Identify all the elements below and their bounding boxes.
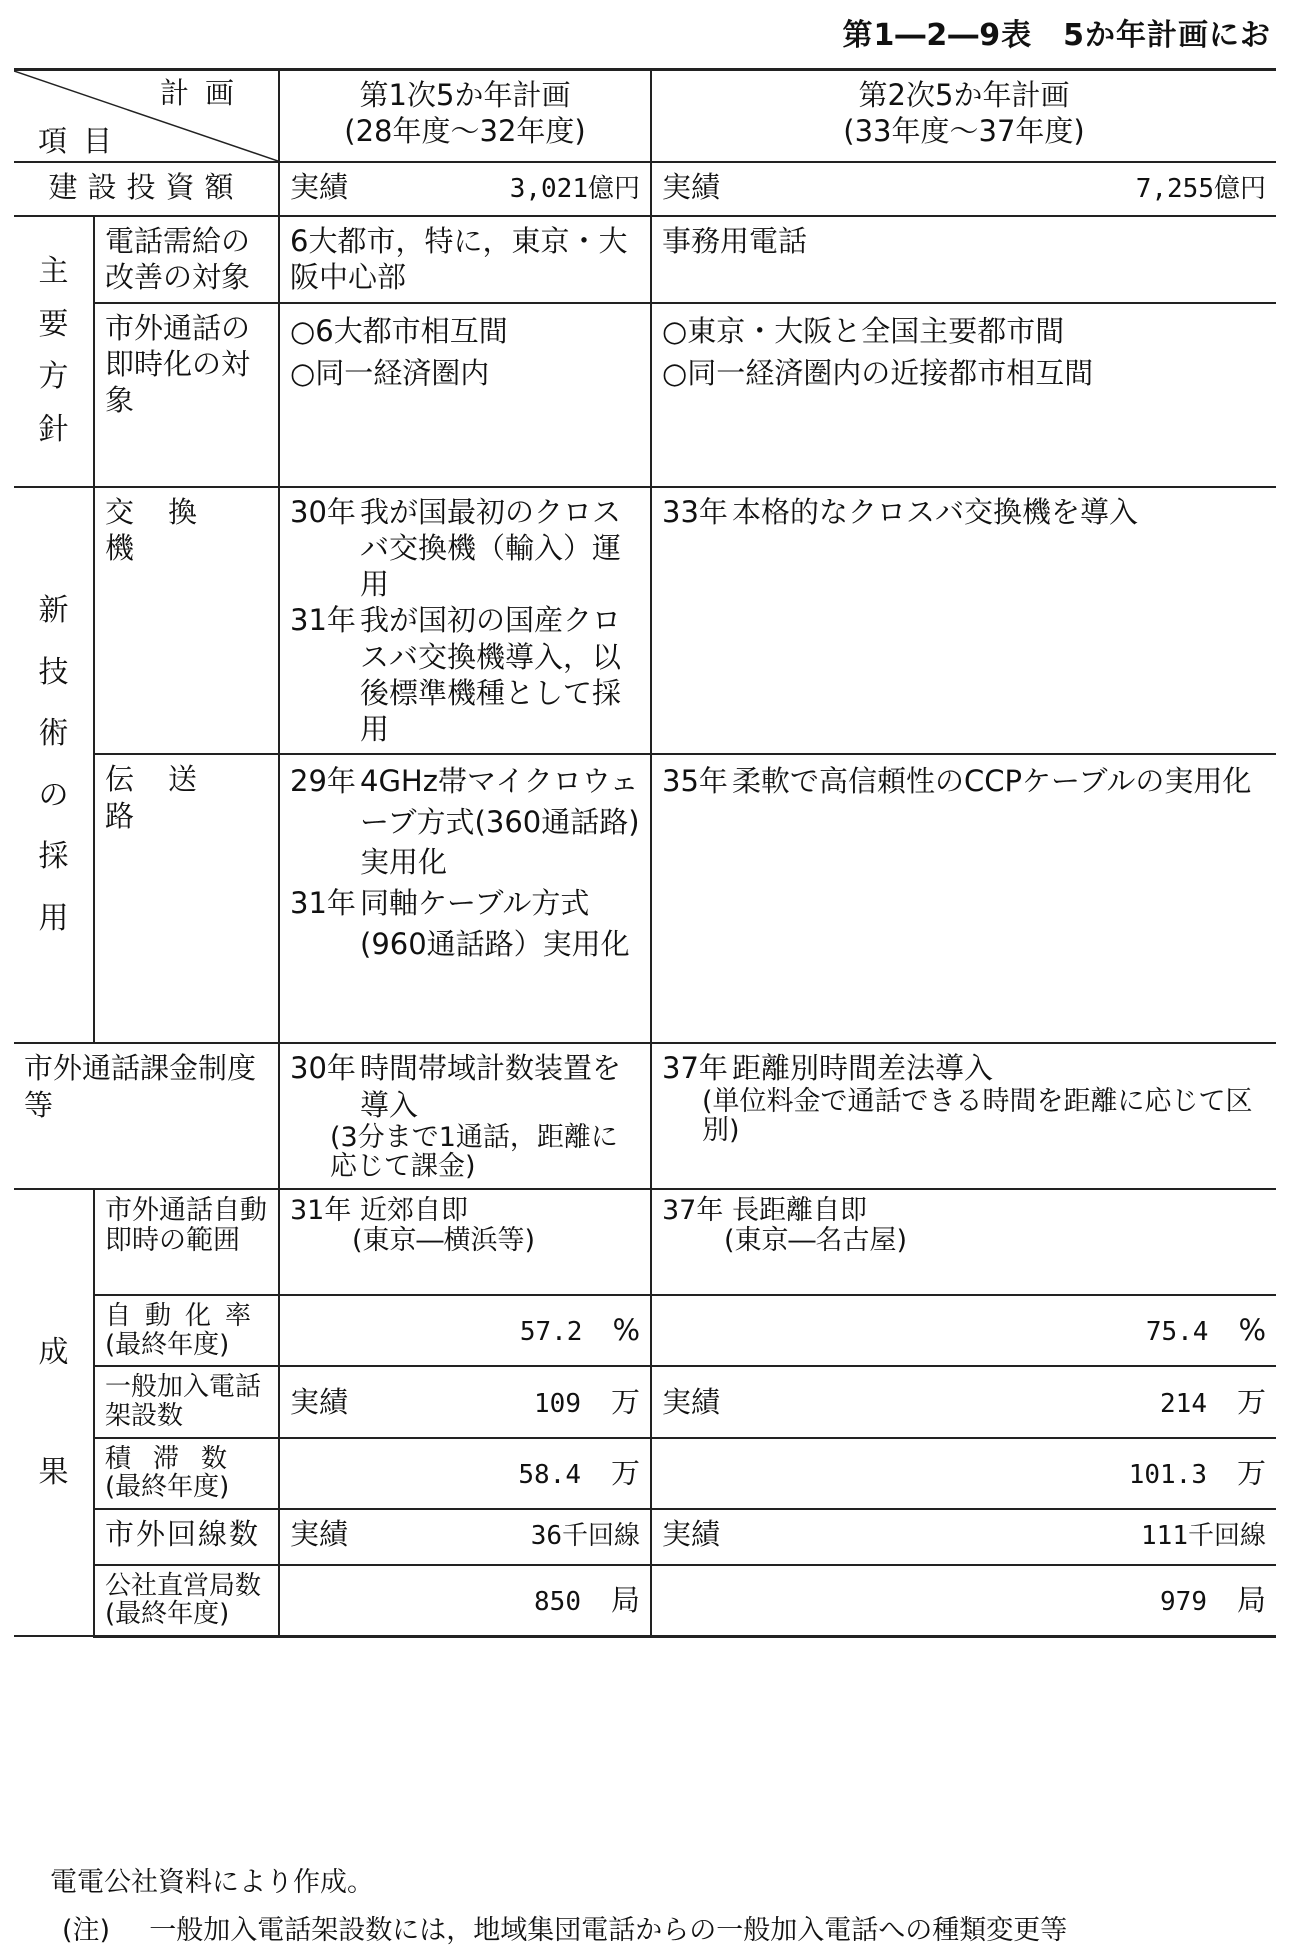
transmission-p1-entry [290, 883, 640, 964]
policy-char: 要 [38, 306, 69, 342]
billing-row [14, 1043, 1276, 1189]
tech-char: 用 [38, 900, 69, 936]
billing-p2-entry [662, 1050, 1266, 1086]
footnote-source: 電電公社資料により作成。 [50, 1867, 374, 1898]
tech-group-label [14, 487, 94, 1044]
policy-char: 方 [38, 359, 69, 395]
exchange-p1-entry [290, 494, 640, 603]
demand-p1: 6大都市，特に，東京・大阪中心部 [279, 216, 651, 303]
entry-year: 31年 [290, 1195, 352, 1227]
backlog-p1 [279, 1438, 651, 1509]
entry-year: 37年 [662, 1195, 724, 1227]
rate-unit: % [612, 1313, 640, 1348]
results-subscribers-row [14, 1366, 1276, 1437]
exchange-p1-entry [290, 602, 640, 747]
investment-p2-prefix: 実績 [662, 170, 721, 204]
investment-label: 建設投資額 [14, 162, 279, 216]
lines-p1-prefix: 実績 [290, 1516, 349, 1551]
backlog-p2 [651, 1438, 1276, 1509]
tech-char: 採 [38, 839, 69, 875]
subscribers-p2 [651, 1366, 1276, 1437]
policy-group-label [14, 216, 94, 487]
tech-transmission-row [14, 754, 1276, 1043]
entry-year: 30年 [290, 494, 356, 529]
results-auto-row [14, 1189, 1276, 1295]
plan2-name: 第2次5か年計画 [858, 78, 1070, 112]
footnote-note-label: (注) [62, 1915, 111, 1946]
entry-year: 29年 [290, 764, 356, 799]
entry-text: 本格的なクロスバ交換機を導入 [732, 494, 1139, 529]
rate-label: 自動化率 [105, 1301, 266, 1332]
offices-p1 [279, 1565, 651, 1637]
subscribers-unit: 万 [1236, 1384, 1266, 1419]
offices-p1-value: 850 [534, 1587, 581, 1618]
exchange-label: 交換機 [94, 487, 279, 755]
backlog-unit: 万 [1236, 1455, 1266, 1490]
entry-year: 33年 [662, 494, 728, 529]
transmission-p2-entry [662, 761, 1266, 802]
lines-label: 市外回線数 [94, 1509, 279, 1565]
toll-p1 [279, 303, 651, 487]
offices-label-cell [94, 1565, 279, 1637]
entry-year: 35年 [662, 764, 728, 799]
entry-text: 長距離自即 [732, 1195, 867, 1227]
rate-p2 [651, 1295, 1276, 1366]
billing-label: 市外通話課金制度等 [14, 1043, 279, 1189]
backlog-p1-value: 58.4 [518, 1459, 581, 1490]
entry-text: 我が国最初のクロスバ交換機（輸入）運用 [360, 494, 622, 601]
results-rate-row [14, 1295, 1276, 1366]
results-lines-row [14, 1509, 1276, 1565]
backlog-label: 積滞数 [105, 1443, 250, 1474]
investment-p1-value: 3,021億円 [509, 174, 640, 204]
lines-p2-prefix: 実績 [662, 1516, 721, 1551]
rate-sub: (最終年度) [105, 1329, 230, 1360]
footnote-note-text: 一般加入電話架設数には，地域集団電話からの一般加入電話への種類変更等 [149, 1915, 1068, 1946]
exchange-p2 [651, 487, 1276, 755]
billing-p1-entry [290, 1050, 640, 1123]
demand-label: 電話需給の改善の対象 [94, 216, 279, 303]
subscribers-p2-prefix: 実績 [662, 1384, 721, 1419]
auto-p1-entry [290, 1196, 640, 1226]
auto-p2-entry [662, 1196, 1266, 1226]
toll-p1-item: ○同一経済圏内 [290, 355, 490, 390]
rate-label-cell [94, 1295, 279, 1366]
subscribers-p1-value: 109 [534, 1388, 581, 1419]
results-backlog-row [14, 1438, 1276, 1509]
investment-p2 [651, 162, 1276, 216]
entry-text: 柔軟で高信頼性のCCPケーブルの実用化 [732, 764, 1252, 799]
lines-p1 [279, 1509, 651, 1565]
exchange-p2-entry [662, 494, 1266, 530]
entry-text: 同軸ケーブル方式(960通話路）実用化 [360, 886, 630, 961]
billing-p2 [651, 1043, 1276, 1189]
policy-toll-row [14, 303, 1276, 487]
entry-text: 4GHz帯マイクロウェーブ方式(360通話路)実用化 [360, 764, 640, 880]
tech-char: 新 [38, 593, 69, 629]
results-offices-row [14, 1565, 1276, 1637]
tech-char: の [38, 777, 69, 813]
billing-p1-note: (3分まで1通話，距離に応じて課金) [330, 1121, 618, 1183]
header-plan-label: 計画 [159, 76, 250, 110]
backlog-unit: 万 [610, 1455, 640, 1490]
entry-text: 時間帯域計数装置を導入 [360, 1051, 622, 1122]
investment-p2-value: 7,255億円 [1135, 174, 1266, 204]
toll-label: 市外通話の即時化の対象 [94, 303, 279, 487]
tech-char: 技 [38, 654, 69, 690]
header-item-label: 項目 [38, 123, 129, 158]
entry-text: 我が国初の国産クロスバ交換機導入，以後標準機種として採用 [360, 603, 622, 746]
table-title: 第1―2―9表 5か年計画にお [842, 18, 1271, 53]
results-char: 果 [38, 1454, 69, 1490]
investment-row [14, 162, 1276, 216]
toll-p2-item: ○同一経済圏内の近接都市相互間 [662, 355, 1094, 390]
header-plan1 [279, 70, 651, 163]
subscribers-p1-prefix: 実績 [290, 1384, 349, 1419]
toll-p2 [651, 303, 1276, 487]
transmission-p1-entry [290, 761, 640, 883]
plan1-name: 第1次5か年計画 [359, 78, 571, 112]
rate-p2-value: 75.4 [1145, 1317, 1209, 1348]
offices-p2 [651, 1565, 1276, 1637]
lines-p2-value: 111千回線 [1141, 1520, 1266, 1551]
transmission-p2 [651, 754, 1276, 1043]
subscribers-unit: 万 [610, 1384, 640, 1419]
policy-char: 針 [38, 411, 69, 447]
subscribers-label: 一般加入電話架設数 [94, 1366, 279, 1437]
auto-p1 [279, 1189, 651, 1295]
policy-demand-row [14, 216, 1276, 303]
auto-p2 [651, 1189, 1276, 1295]
header-plan2 [651, 70, 1276, 163]
rate-unit: % [1238, 1313, 1266, 1348]
investment-p1 [279, 162, 651, 216]
transmission-label: 伝送路 [94, 754, 279, 1043]
lines-p1-value: 36千回線 [530, 1520, 640, 1551]
policy-char: 主 [38, 254, 69, 290]
plan2-period: (33年度～37年度) [843, 114, 1085, 149]
demand-p2: 事務用電話 [651, 216, 1276, 303]
offices-sub: (最終年度) [105, 1599, 230, 1630]
tech-char: 術 [38, 716, 69, 752]
auto-label: 市外通話自動即時の範囲 [94, 1189, 279, 1295]
plan1-period: (28年度～32年度) [344, 114, 586, 149]
plan-table [14, 68, 1276, 1638]
subscribers-p1 [279, 1366, 651, 1437]
toll-p1-item: ○6大都市相互間 [290, 313, 508, 348]
transmission-p1 [279, 754, 651, 1043]
exchange-p1 [279, 487, 651, 755]
entry-year: 31年 [290, 603, 356, 638]
offices-unit: 局 [1236, 1583, 1266, 1618]
entry-year: 30年 [290, 1051, 356, 1086]
subscribers-p2-value: 214 [1160, 1388, 1207, 1419]
header-row [14, 70, 1276, 163]
backlog-p2-value: 101.3 [1128, 1459, 1207, 1490]
backlog-label-cell [94, 1438, 279, 1509]
auto-p1-note: (東京―横浜等) [352, 1224, 536, 1256]
results-char: 成 [38, 1334, 69, 1370]
offices-p2-value: 979 [1160, 1587, 1207, 1618]
lines-p2 [651, 1509, 1276, 1565]
entry-year: 31年 [290, 886, 356, 921]
auto-p2-note: (東京―名古屋) [724, 1224, 908, 1256]
results-group-label [14, 1189, 94, 1636]
entry-text: 距離別時間差法導入 [732, 1051, 994, 1086]
footnote-note [62, 1908, 1067, 1947]
entry-text: 近郊自即 [360, 1195, 468, 1227]
rate-p1-value: 57.2 [519, 1317, 583, 1348]
entry-year: 37年 [662, 1051, 728, 1086]
tech-exchange-row [14, 487, 1276, 755]
toll-p2-item: ○東京・大阪と全国主要都市間 [662, 313, 1065, 348]
offices-unit: 局 [610, 1583, 640, 1618]
billing-p2-note: (単位料金で通話できる時間を距離に応じて区別) [702, 1085, 1253, 1147]
rate-p1 [279, 1295, 651, 1366]
backlog-sub: (最終年度) [105, 1472, 230, 1503]
billing-p1 [279, 1043, 651, 1189]
offices-label: 公社直営局数 [105, 1570, 262, 1601]
investment-p1-prefix: 実績 [290, 170, 349, 204]
header-diagonal-cell [14, 70, 279, 163]
